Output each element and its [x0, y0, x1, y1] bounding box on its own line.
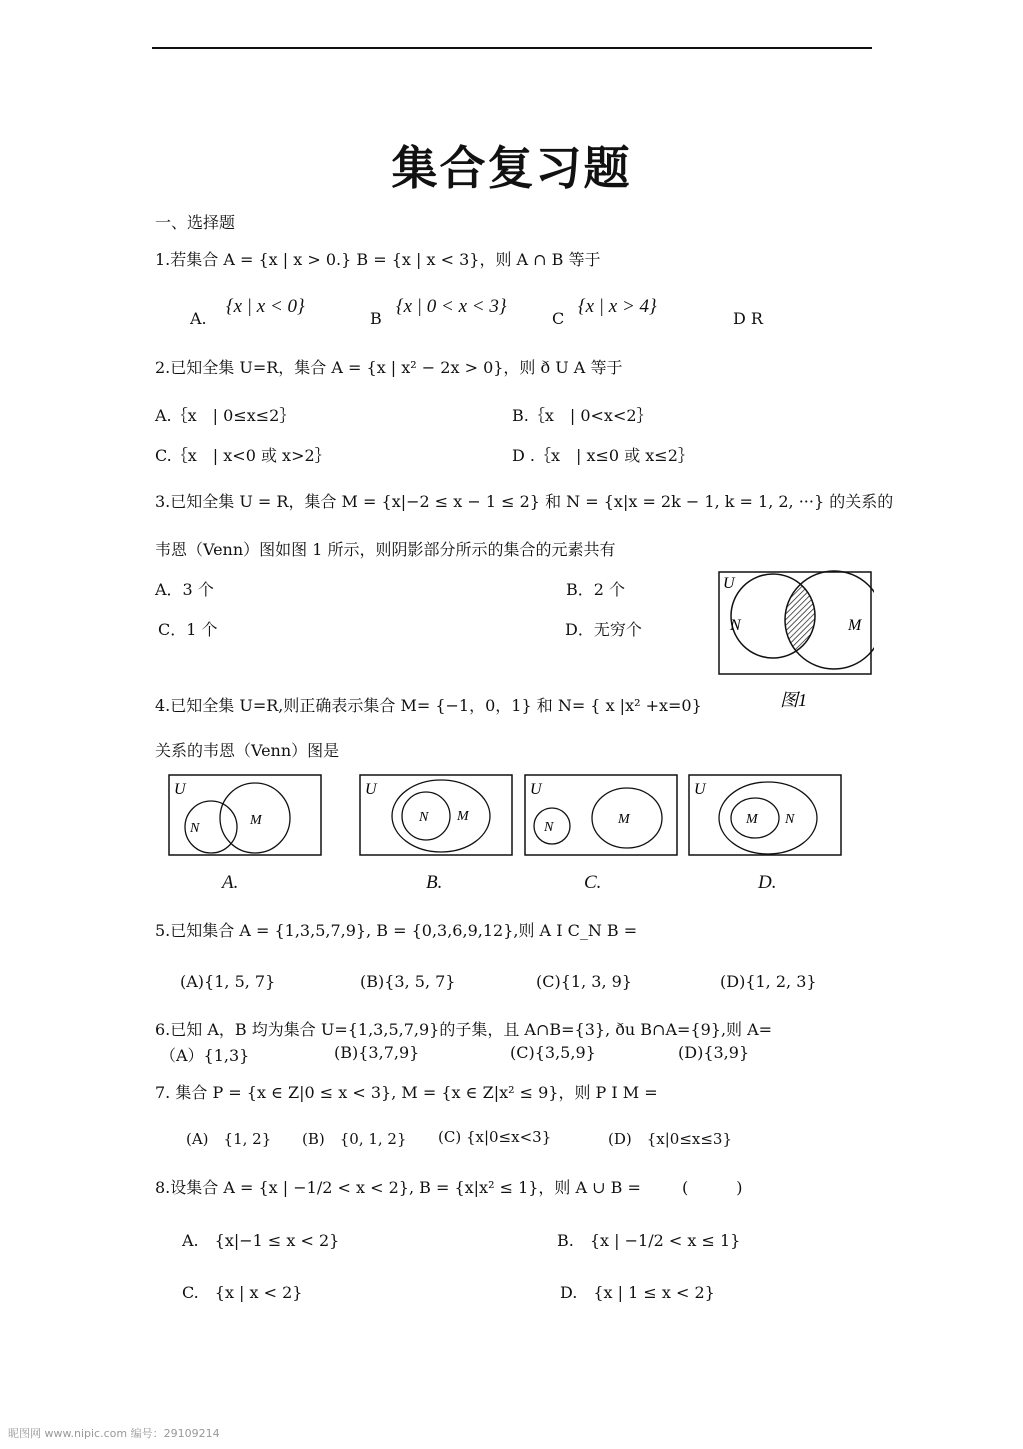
venn-option-d	[688, 774, 844, 858]
q7-option-d: (D) {x|0≤x≤3}	[608, 1130, 733, 1148]
q5-option-c: (C){1, 3, 9}	[536, 972, 632, 991]
svg-text:M: M	[457, 809, 469, 824]
question-7-stem: 7. 集合 P = {x ∈ Z|0 ≤ x < 3}, M = {x ∈ Z|x² ≤ 9}，则 P I M =	[155, 1083, 658, 1102]
section-heading: 一、选择题	[155, 213, 236, 232]
svg-text:M: M	[250, 813, 262, 828]
question-1-stem: 1.若集合 A = {x | x > 0.} B = {x | x < 3}，则 A ∩ B 等于	[155, 250, 601, 269]
watermark-footer: 昵图网 www.nipic.com 编号：29109214	[8, 1427, 220, 1440]
svg-text:N: N	[190, 821, 200, 836]
venn-figure-1	[718, 568, 874, 714]
q8-option-c: C. {x | x < 2}	[182, 1283, 303, 1302]
q6-option-c: (C){3,5,9}	[510, 1043, 596, 1062]
svg-text:M: M	[618, 812, 630, 827]
q2-option-a: A.｛x | 0≤x≤2｝	[155, 406, 296, 425]
venn-option-a	[168, 774, 324, 858]
question-4-stem-line2: 关系的韦恩（Venn）图是	[155, 741, 340, 760]
q5-option-a: (A){1, 5, 7}	[180, 972, 276, 991]
q1-option-c-label: C	[552, 309, 565, 328]
svg-text:N: N	[419, 810, 429, 825]
q6-option-d: (D){3,9}	[678, 1043, 750, 1062]
q8-option-b: B. {x | −1/2 < x ≤ 1}	[557, 1231, 741, 1250]
q8-option-a: A. {x|−1 ≤ x < 2}	[182, 1231, 340, 1250]
venn-label-d: D.	[758, 872, 777, 893]
page-title: 集合复习题	[391, 141, 632, 195]
question-6-stem: 6.已知 A，B 均为集合 U={1,3,5,7,9}的子集，且 A∩B={3}, ðu B∩A={9},则 A=	[155, 1020, 773, 1039]
q3-option-b: B．2 个	[566, 580, 626, 599]
svg-text:M: M	[746, 812, 758, 827]
q7-option-b: (B) {0, 1, 2}	[302, 1130, 407, 1148]
venn-label-b: B.	[426, 872, 443, 893]
q1-option-b: {x | 0 < x < 3}	[396, 296, 507, 317]
svg-text:U: U	[694, 781, 706, 798]
svg-text:U: U	[365, 781, 377, 798]
q1-option-d: D R	[733, 309, 763, 328]
fig1-m-label: M	[848, 617, 862, 634]
question-8-stem: 8.设集合 A = {x | −1/2 < x < 2}, B = {x|x² ≤ 1}，则 A ∪ B =	[155, 1178, 641, 1197]
q3-option-c: C．1 个	[158, 620, 218, 639]
q1-option-b-label: B	[370, 309, 382, 328]
q5-option-d: (D){1, 2, 3}	[720, 972, 817, 991]
q1-option-c: {x | x > 4}	[578, 296, 657, 317]
q7-option-a: (A) {1, 2}	[186, 1130, 272, 1148]
question-4-stem-line1: 4.已知全集 U=R,则正确表示集合 M= {−1，0，1} 和 N= { x |x² +x=0}	[155, 696, 702, 715]
fig1-n-label: N	[730, 617, 741, 634]
q6-option-a: （A）{1,3}	[160, 1046, 250, 1065]
question-3-stem-line2: 韦恩（Venn）图如图 1 所示，则阴影部分所示的集合的元素共有	[155, 540, 616, 559]
venn-option-c	[524, 774, 680, 858]
fig1-u-label: U	[723, 575, 735, 592]
svg-text:N: N	[785, 812, 795, 827]
q2-option-d: D .｛x | x≤0 或 x≤2｝	[512, 446, 694, 465]
question-5-stem: 5.已知集合 A = {1,3,5,7,9}, B = {0,3,6,9,12},则 A I C_N B =	[155, 921, 638, 940]
question-2-stem: 2.已知全集 U=R，集合 A = {x | x² − 2x > 0}，则 ð U A 等于	[155, 358, 623, 377]
svg-text:U: U	[174, 781, 186, 798]
q1-option-a-label: A.	[190, 309, 207, 328]
q7-option-c: (C) {x|0≤x<3}	[438, 1128, 552, 1146]
question-3-stem-line1: 3.已知全集 U = R，集合 M = {x|−2 ≤ x − 1 ≤ 2} 和 N = {x|x = 2k − 1, k = 1, 2, ···} 的关系的	[155, 492, 894, 511]
q8-option-d: D. {x | 1 ≤ x < 2}	[560, 1283, 715, 1302]
venn-label-a: A.	[222, 872, 239, 893]
svg-text:N: N	[544, 820, 554, 835]
q2-option-b: B.｛x | 0<x<2｝	[512, 406, 653, 425]
q3-option-a: A．3 个	[155, 580, 214, 599]
q3-option-d: D．无穷个	[565, 620, 642, 639]
q6-option-b: (B){3,7,9}	[334, 1043, 420, 1062]
fig1-caption: 图1	[780, 690, 807, 710]
q2-option-c: C.｛x | x<0 或 x>2｝	[155, 446, 331, 465]
svg-text:U: U	[530, 781, 542, 798]
venn-option-b	[359, 774, 515, 858]
q1-option-a: {x | x < 0}	[226, 296, 305, 317]
venn-label-c: C.	[584, 872, 602, 893]
q5-option-b: (B){3, 5, 7}	[360, 972, 456, 991]
top-rule	[152, 47, 872, 49]
q8-answer-paren: ( )	[682, 1178, 743, 1197]
